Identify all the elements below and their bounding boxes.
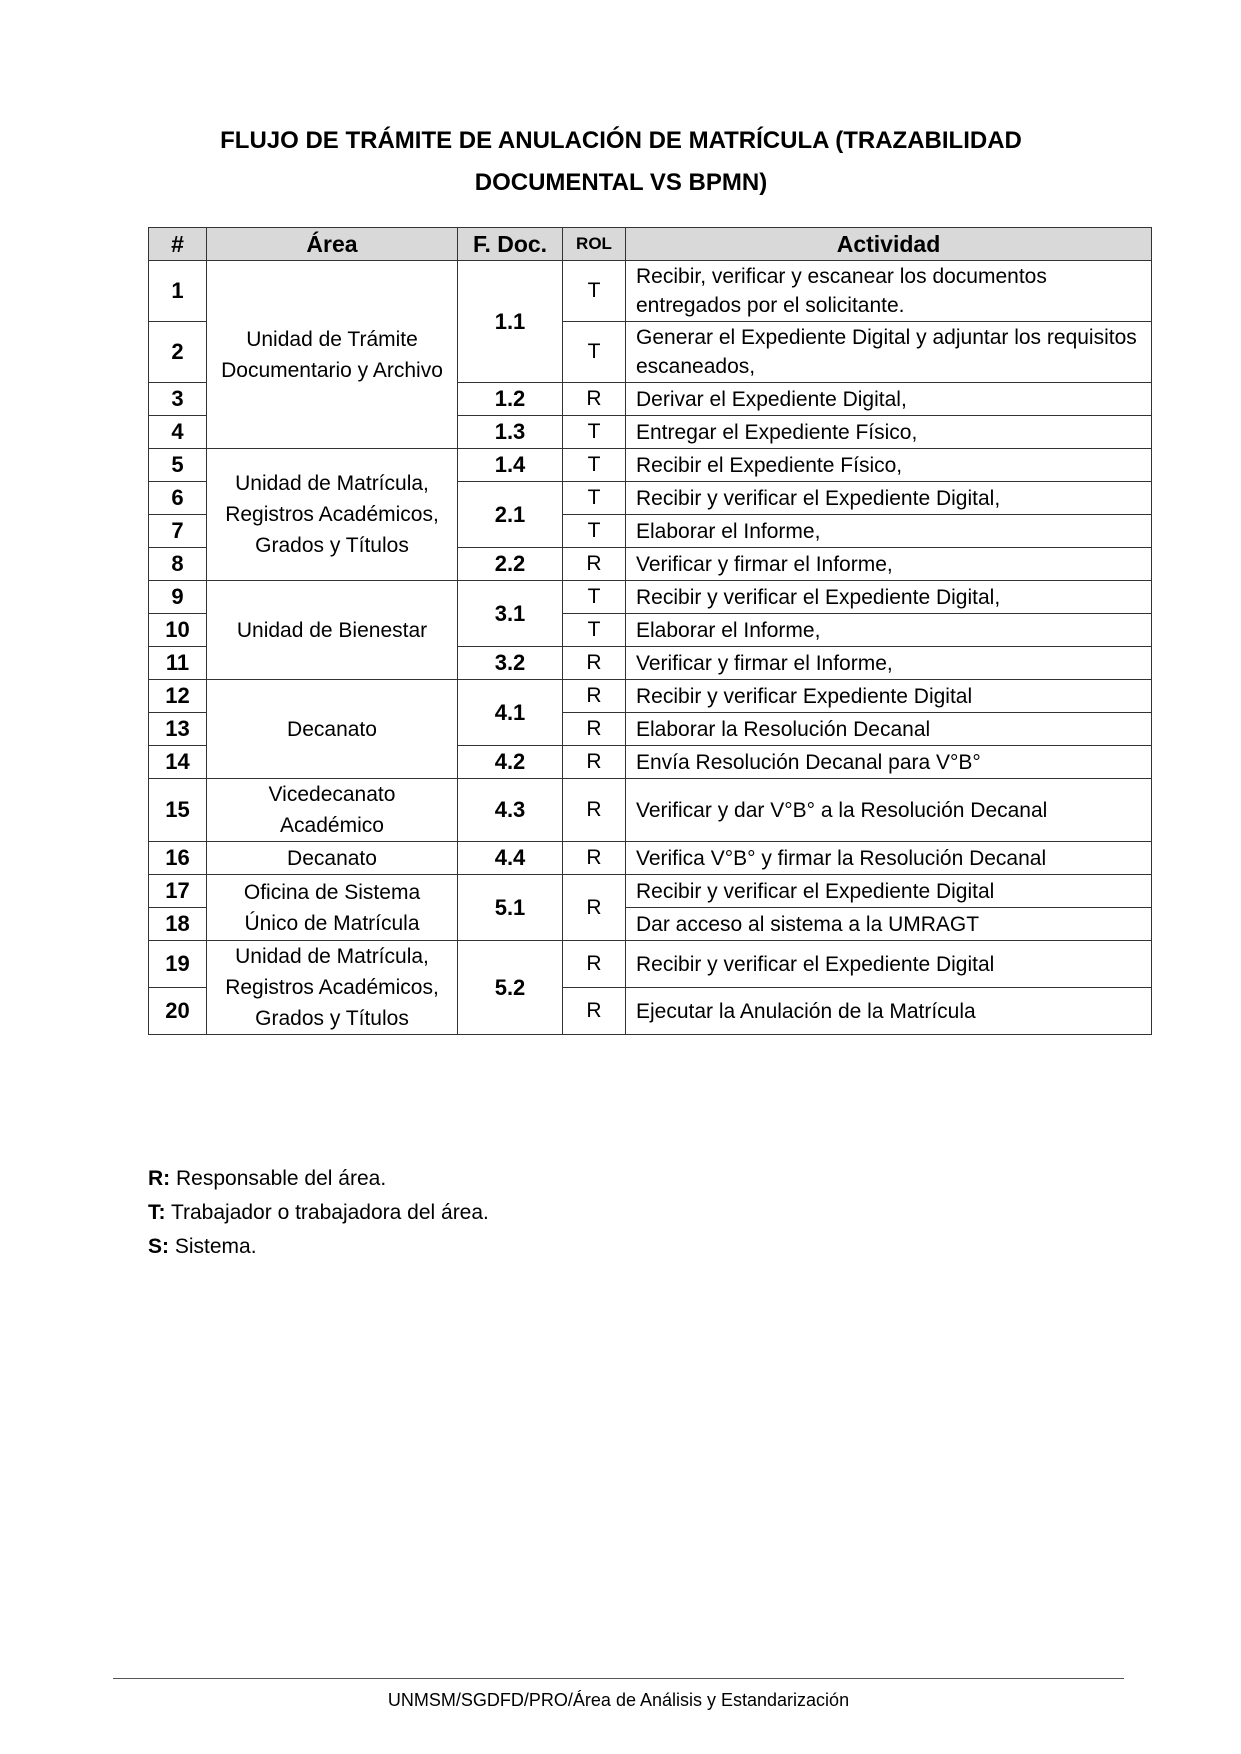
rol-cell: R — [563, 746, 626, 779]
activity-cell: Recibir y verificar el Expediente Digital, — [626, 581, 1152, 614]
row-number: 14 — [149, 746, 207, 779]
row-number: 13 — [149, 713, 207, 746]
activity-cell: Envía Resolución Decanal para V°B° — [626, 746, 1152, 779]
fdoc-cell: 5.2 — [458, 941, 563, 1035]
legend-key: R: — [148, 1167, 171, 1190]
rol-cell: R — [563, 713, 626, 746]
rol-cell: T — [563, 416, 626, 449]
area-cell: Oficina de Sistema Único de Matrícula — [207, 875, 458, 941]
fdoc-cell: 1.2 — [458, 383, 563, 416]
area-cell: Unidad de Matrícula, Registros Académicos, Grados y Títulos — [207, 941, 458, 1035]
row-number: 7 — [149, 515, 207, 548]
table-row — [149, 261, 1152, 322]
activity-cell: Generar el Expediente Digital y adjuntar los requisitos escaneados, — [626, 322, 1152, 383]
area-cell: Unidad de Matrícula, Registros Académicos, Grados y Títulos — [207, 449, 458, 581]
legend-item — [148, 1230, 489, 1264]
fdoc-cell: 5.1 — [458, 875, 563, 941]
fdoc-cell: 4.3 — [458, 779, 563, 842]
activity-cell: Verificar y firmar el Informe, — [626, 548, 1152, 581]
fdoc-cell: 4.4 — [458, 842, 563, 875]
rol-cell: R — [563, 383, 626, 416]
rol-cell: T — [563, 322, 626, 383]
activity-table — [148, 227, 1152, 1035]
activity-cell: Derivar el Expediente Digital, — [626, 383, 1152, 416]
row-number: 17 — [149, 875, 207, 908]
role-legend — [148, 1162, 489, 1264]
header-fdoc: F. Doc. — [458, 228, 563, 261]
fdoc-cell: 2.2 — [458, 548, 563, 581]
area-cell: Unidad de Trámite Documentario y Archivo — [207, 261, 458, 449]
rol-cell: R — [563, 680, 626, 713]
row-number: 11 — [149, 647, 207, 680]
table-row — [149, 581, 1152, 614]
legend-text: Sistema. — [169, 1235, 257, 1258]
row-number: 10 — [149, 614, 207, 647]
row-number: 19 — [149, 941, 207, 988]
activity-cell: Dar acceso al sistema a la UMRAGT — [626, 908, 1152, 941]
table-row — [149, 875, 1152, 908]
area-cell: Decanato — [207, 680, 458, 779]
rol-cell: T — [563, 482, 626, 515]
fdoc-cell: 4.2 — [458, 746, 563, 779]
rol-cell: R — [563, 875, 626, 941]
fdoc-cell: 3.1 — [458, 581, 563, 647]
fdoc-cell: 4.1 — [458, 680, 563, 746]
header-area: Área — [207, 228, 458, 261]
area-cell: Vicedecanato Académico — [207, 779, 458, 842]
legend-key: T: — [148, 1201, 166, 1224]
activity-cell: Verificar y firmar el Informe, — [626, 647, 1152, 680]
row-number: 20 — [149, 988, 207, 1035]
rol-cell: R — [563, 548, 626, 581]
page-title: FLUJO DE TRÁMITE DE ANULACIÓN DE MATRÍCULA (TRAZABILIDAD DOCUMENTAL VS BPMN) — [220, 127, 1022, 196]
activity-cell: Recibir y verificar el Expediente Digital, — [626, 482, 1152, 515]
table-row — [149, 842, 1152, 875]
table-row — [149, 680, 1152, 713]
rol-cell: T — [563, 449, 626, 482]
activity-cell: Recibir y verificar el Expediente Digital — [626, 941, 1152, 988]
legend-item — [148, 1196, 489, 1230]
header-actividad: Actividad — [626, 228, 1152, 261]
legend-item — [148, 1162, 489, 1196]
header-rol: ROL — [563, 228, 626, 261]
row-number: 3 — [149, 383, 207, 416]
fdoc-cell: 1.4 — [458, 449, 563, 482]
activity-cell: Elaborar la Resolución Decanal — [626, 713, 1152, 746]
fdoc-cell: 1.1 — [458, 261, 563, 383]
rol-cell: T — [563, 515, 626, 548]
row-number: 1 — [149, 261, 207, 322]
header-num: # — [149, 228, 207, 261]
legend-text: Trabajador o trabajadora del área. — [165, 1201, 489, 1224]
activity-cell: Recibir y verificar el Expediente Digital — [626, 875, 1152, 908]
area-cell: Decanato — [207, 842, 458, 875]
row-number: 9 — [149, 581, 207, 614]
activity-cell: Elaborar el Informe, — [626, 515, 1152, 548]
row-number: 5 — [149, 449, 207, 482]
table-row — [149, 779, 1152, 842]
activity-cell: Verificar y dar V°B° a la Resolución Decanal — [626, 779, 1152, 842]
legend-text: Responsable del área. — [170, 1167, 387, 1190]
area-cell: Unidad de Bienestar — [207, 581, 458, 680]
rol-cell: R — [563, 647, 626, 680]
rol-cell: R — [563, 779, 626, 842]
table-header-row — [149, 228, 1152, 261]
activity-cell: Ejecutar la Anulación de la Matrícula — [626, 988, 1152, 1035]
fdoc-cell: 2.1 — [458, 482, 563, 548]
fdoc-cell: 3.2 — [458, 647, 563, 680]
rol-cell: R — [563, 941, 626, 988]
rol-cell: T — [563, 614, 626, 647]
legend-key: S: — [148, 1235, 169, 1258]
row-number: 18 — [149, 908, 207, 941]
table-row — [149, 941, 1152, 988]
row-number: 16 — [149, 842, 207, 875]
table-row — [149, 449, 1152, 482]
footer-divider — [113, 1678, 1124, 1679]
rol-cell: R — [563, 988, 626, 1035]
rol-cell: T — [563, 261, 626, 322]
activity-cell: Elaborar el Informe, — [626, 614, 1152, 647]
activity-cell: Recibir el Expediente Físico, — [626, 449, 1152, 482]
row-number: 15 — [149, 779, 207, 842]
activity-cell: Verifica V°B° y firmar la Resolución Decanal — [626, 842, 1152, 875]
row-number: 12 — [149, 680, 207, 713]
rol-cell: R — [563, 842, 626, 875]
row-number: 6 — [149, 482, 207, 515]
activity-cell: Entregar el Expediente Físico, — [626, 416, 1152, 449]
row-number: 8 — [149, 548, 207, 581]
activity-cell: Recibir y verificar Expediente Digital — [626, 680, 1152, 713]
page-footer: UNMSM/SGDFD/PRO/Área de Análisis y Estandarización — [387, 1690, 850, 1710]
rol-cell: T — [563, 581, 626, 614]
fdoc-cell: 1.3 — [458, 416, 563, 449]
activity-cell: Recibir, verificar y escanear los documentos entregados por el solicitante. — [626, 261, 1152, 322]
row-number: 2 — [149, 322, 207, 383]
row-number: 4 — [149, 416, 207, 449]
